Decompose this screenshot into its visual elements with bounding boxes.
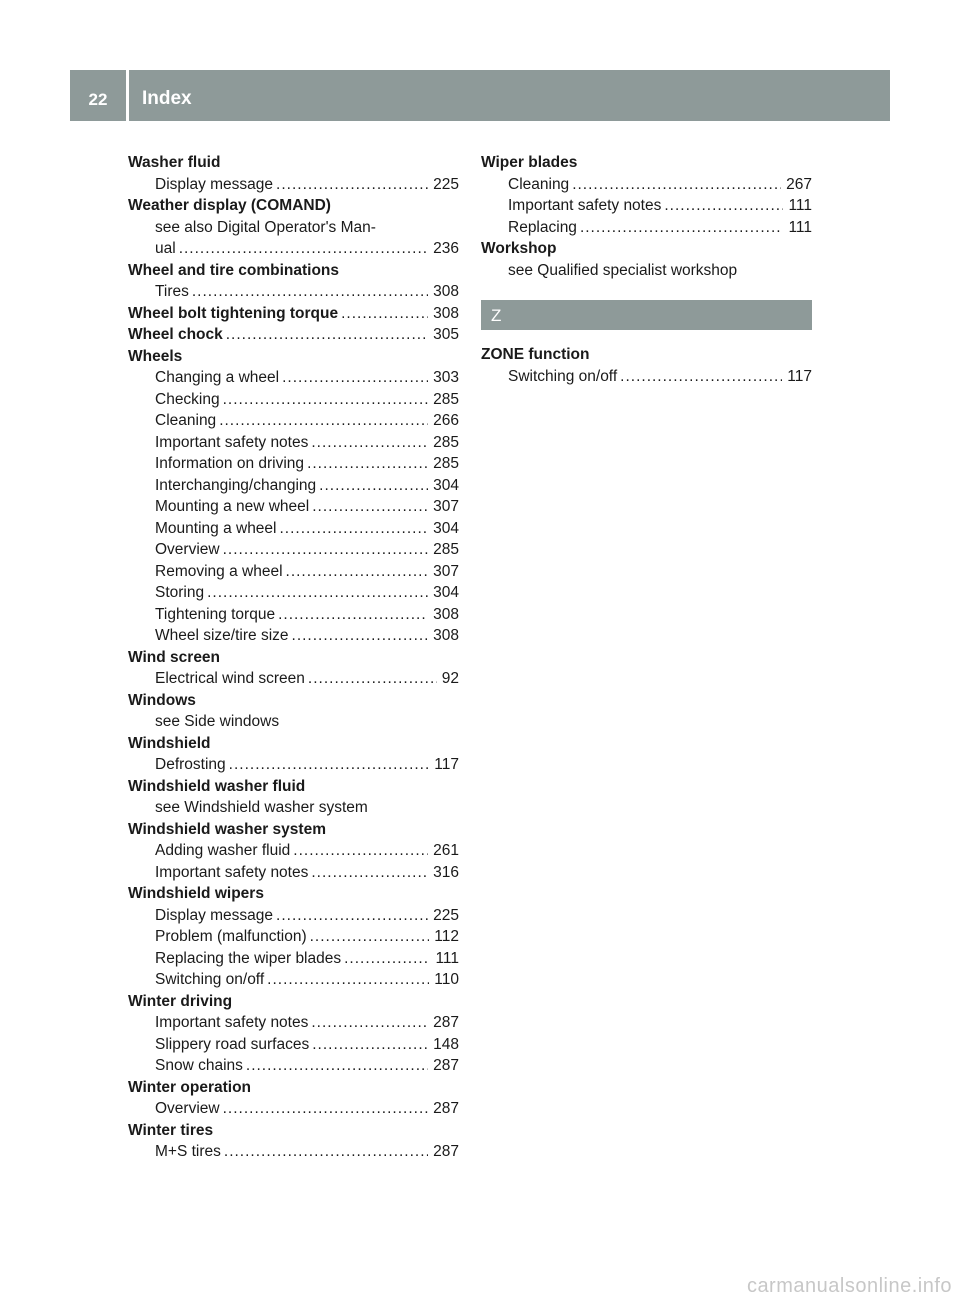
page-ref: 266 bbox=[433, 412, 459, 429]
page-ref: 112 bbox=[434, 928, 459, 945]
page-ref: 308 bbox=[433, 304, 459, 322]
page-ref: 117 bbox=[787, 367, 812, 385]
page-ref: 307 bbox=[433, 562, 459, 580]
subentry-label: Switching on/off bbox=[508, 367, 618, 385]
dot-leader bbox=[312, 496, 428, 518]
subentry-label: M+S tires bbox=[155, 1143, 221, 1160]
index-subentry bbox=[128, 905, 459, 927]
index-subentry bbox=[128, 862, 459, 884]
page-ref: 308 bbox=[433, 605, 459, 623]
dot-leader bbox=[219, 410, 428, 432]
dot-leader bbox=[223, 1098, 429, 1120]
index-entry bbox=[128, 1120, 459, 1163]
index-heading-row bbox=[128, 303, 459, 325]
dot-leader bbox=[276, 905, 428, 927]
index-column-right bbox=[481, 152, 812, 387]
subentry-label: Overview bbox=[155, 541, 220, 558]
index-heading: Workshop bbox=[481, 240, 557, 257]
page-ref: 287 bbox=[433, 1143, 459, 1160]
index-entry bbox=[128, 733, 459, 776]
page-ref: 287 bbox=[433, 1014, 459, 1031]
dot-leader bbox=[179, 238, 428, 260]
subentry-label: Switching on/off bbox=[155, 971, 265, 988]
index-subentry bbox=[128, 926, 459, 948]
dot-leader bbox=[344, 948, 430, 970]
page-ref: 304 bbox=[433, 519, 459, 537]
page-ref: 225 bbox=[433, 175, 459, 193]
index-entry bbox=[481, 344, 812, 387]
subentry-label: Replacing bbox=[508, 218, 577, 236]
page-ref: 287 bbox=[433, 1100, 459, 1117]
subentry-label: Wheel size/tire size bbox=[155, 627, 289, 644]
dot-leader bbox=[292, 625, 429, 647]
page-ref: 287 bbox=[433, 1057, 459, 1074]
index-entry bbox=[481, 238, 812, 281]
index-heading: Windows bbox=[128, 691, 196, 709]
page-ref: 285 bbox=[433, 455, 459, 472]
index-subentry bbox=[128, 668, 459, 690]
index-entry bbox=[128, 346, 459, 647]
dot-leader bbox=[224, 1141, 428, 1163]
index-subentry bbox=[128, 1141, 459, 1163]
index-heading: Winter operation bbox=[128, 1078, 252, 1096]
page-ref: 267 bbox=[786, 175, 812, 193]
index-subentry bbox=[128, 840, 459, 862]
dot-leader bbox=[307, 453, 428, 475]
index-subentry bbox=[128, 948, 459, 970]
dot-leader bbox=[664, 195, 783, 217]
index-entry bbox=[128, 819, 459, 884]
index-subentry bbox=[128, 969, 459, 991]
dot-leader bbox=[319, 475, 428, 497]
page-ref: 148 bbox=[433, 1035, 459, 1053]
dot-leader bbox=[280, 518, 429, 540]
page-ref: 110 bbox=[434, 971, 459, 988]
index-subentry bbox=[128, 539, 459, 561]
subentry-label: Replacing the wiper blades bbox=[155, 949, 342, 967]
watermark: carmanualsonline.info bbox=[746, 1275, 952, 1297]
index-group-after-letter bbox=[481, 344, 812, 387]
dot-leader bbox=[223, 389, 429, 411]
index-entry bbox=[128, 776, 459, 819]
subentry-label: ual bbox=[155, 240, 176, 257]
page-ref: 304 bbox=[433, 476, 459, 494]
index-heading: Washer fluid bbox=[128, 154, 221, 171]
index-subentry bbox=[128, 453, 459, 475]
page-ref: 236 bbox=[433, 240, 459, 257]
index-entry bbox=[128, 1077, 459, 1120]
index-subentry bbox=[128, 389, 459, 411]
index-subentry bbox=[128, 518, 459, 540]
index-subentry bbox=[128, 432, 459, 454]
page-ref: 261 bbox=[433, 842, 459, 859]
index-heading: Wheels bbox=[128, 347, 183, 365]
page-ref: 111 bbox=[435, 949, 459, 967]
index-subentry bbox=[128, 754, 459, 776]
subentry-label: Display message bbox=[155, 175, 274, 193]
page-ref: 92 bbox=[441, 670, 459, 687]
index-subentry bbox=[481, 217, 812, 239]
subentry-label: Storing bbox=[155, 584, 205, 601]
page-ref: 305 bbox=[433, 326, 459, 343]
subentry-label: Snow chains bbox=[155, 1057, 243, 1074]
page-ref: 285 bbox=[433, 541, 459, 558]
dot-leader bbox=[276, 174, 428, 196]
index-heading: Windshield washer system bbox=[128, 820, 326, 838]
subentry-label: Cleaning bbox=[155, 412, 217, 429]
subentry-label: Interchanging/changing bbox=[155, 476, 317, 494]
cross-reference: see Qualified specialist workshop bbox=[508, 261, 738, 279]
page-ref: 308 bbox=[433, 627, 459, 644]
dot-leader bbox=[311, 432, 428, 454]
index-subentry bbox=[481, 174, 812, 196]
subentry-label: Cleaning bbox=[508, 175, 570, 193]
cross-reference: see Windshield washer system bbox=[155, 799, 368, 816]
index-entry bbox=[128, 260, 459, 303]
index-subentry bbox=[128, 174, 459, 196]
subentry-label: Adding washer fluid bbox=[155, 842, 291, 859]
index-heading: Wheel bolt tightening torque bbox=[128, 304, 339, 322]
dot-leader bbox=[312, 1034, 428, 1056]
subentry-label: Important safety notes bbox=[155, 1014, 309, 1031]
subentry-label: Mounting a new wheel bbox=[155, 498, 310, 515]
page-ref: 111 bbox=[788, 218, 812, 236]
index-subentry bbox=[128, 475, 459, 497]
index-heading: Windshield bbox=[128, 734, 211, 752]
subentry-label: Slippery road surfaces bbox=[155, 1035, 310, 1053]
page-ref: 285 bbox=[433, 433, 459, 451]
dot-leader bbox=[310, 926, 430, 948]
subentry-label: Problem (malfunction) bbox=[155, 928, 307, 945]
index-entry bbox=[128, 303, 459, 325]
page-ref: 304 bbox=[433, 584, 459, 601]
dot-leader bbox=[286, 561, 429, 583]
subentry-label: Defrosting bbox=[155, 756, 226, 773]
subentry-label: Important safety notes bbox=[155, 433, 309, 451]
index-subentry bbox=[128, 625, 459, 647]
header-divider bbox=[126, 70, 129, 121]
index-heading: Weather display (COMAND) bbox=[128, 197, 331, 214]
index-subentry bbox=[128, 1055, 459, 1077]
index-heading: Winter driving bbox=[128, 992, 233, 1010]
dot-leader bbox=[207, 582, 428, 604]
index-heading: Wind screen bbox=[128, 648, 221, 666]
page-ref: 117 bbox=[434, 756, 459, 773]
dot-leader bbox=[229, 754, 430, 776]
index-heading: Wheel and tire combinations bbox=[128, 261, 339, 279]
index-subentry bbox=[128, 410, 459, 432]
subentry-label: Changing a wheel bbox=[155, 369, 280, 386]
index-subentry bbox=[128, 561, 459, 583]
section-title: Index bbox=[142, 88, 192, 109]
index-entry bbox=[128, 991, 459, 1077]
index-entry bbox=[128, 152, 459, 195]
index-subentry bbox=[128, 367, 459, 389]
index-entry bbox=[128, 690, 459, 733]
subentry-label: Mounting a wheel bbox=[155, 519, 277, 537]
page-ref: 285 bbox=[433, 390, 459, 408]
dot-leader bbox=[278, 604, 428, 626]
index-subentry bbox=[128, 496, 459, 518]
dot-leader bbox=[223, 539, 429, 561]
dot-leader bbox=[341, 303, 428, 325]
dot-leader bbox=[308, 668, 437, 690]
index-entry bbox=[128, 883, 459, 991]
dot-leader bbox=[267, 969, 429, 991]
index-subentry bbox=[128, 1098, 459, 1120]
index-entry bbox=[128, 324, 459, 346]
index-subentry bbox=[128, 582, 459, 604]
page-ref: 303 bbox=[433, 369, 459, 386]
subentry-label: Electrical wind screen bbox=[155, 670, 305, 687]
index-column-left bbox=[128, 152, 459, 1163]
dot-leader bbox=[572, 174, 781, 196]
index-subentry bbox=[128, 604, 459, 626]
dot-leader bbox=[311, 862, 428, 884]
page-ref: 225 bbox=[433, 906, 459, 924]
dot-leader bbox=[293, 840, 428, 862]
index-subentry bbox=[128, 1034, 459, 1056]
cross-reference: see also Digital Operator's Man- bbox=[155, 218, 376, 236]
page-ref: 111 bbox=[788, 197, 812, 214]
page-ref: 316 bbox=[433, 863, 459, 881]
subentry-label: Overview bbox=[155, 1100, 220, 1117]
index-heading: Windshield wipers bbox=[128, 885, 264, 902]
index-heading: Wiper blades bbox=[481, 154, 578, 171]
index-heading: Winter tires bbox=[128, 1121, 214, 1139]
dot-leader bbox=[620, 366, 782, 388]
dot-leader bbox=[580, 217, 784, 239]
index-heading-row bbox=[128, 324, 459, 346]
page-number: 22 bbox=[88, 90, 108, 109]
page-ref: 307 bbox=[433, 498, 459, 515]
subentry-label: Tires bbox=[155, 283, 189, 300]
index-subentry bbox=[481, 366, 812, 388]
page-header bbox=[70, 70, 890, 121]
page-ref: 308 bbox=[433, 283, 459, 300]
index-heading: Windshield washer fluid bbox=[128, 777, 306, 795]
subentry-label: Display message bbox=[155, 906, 274, 924]
index-entry bbox=[128, 195, 459, 260]
subentry-label: Checking bbox=[155, 390, 220, 408]
index-subentry bbox=[128, 238, 459, 260]
index-subentry bbox=[128, 281, 459, 303]
dot-leader bbox=[226, 324, 428, 346]
index-subentry bbox=[481, 195, 812, 217]
index-entry bbox=[481, 152, 812, 238]
index-subentry bbox=[128, 1012, 459, 1034]
dot-leader bbox=[246, 1055, 428, 1077]
index-entry bbox=[128, 647, 459, 690]
subentry-label: Important safety notes bbox=[508, 197, 662, 214]
dot-leader bbox=[282, 367, 428, 389]
index-heading: Wheel chock bbox=[128, 326, 223, 343]
cross-reference: see Side windows bbox=[155, 713, 280, 730]
index-group-before-letter bbox=[481, 152, 812, 281]
subentry-label: Tightening torque bbox=[155, 605, 276, 623]
dot-leader bbox=[192, 281, 428, 303]
letter-heading: Z bbox=[481, 300, 812, 330]
subentry-label: Important safety notes bbox=[155, 863, 309, 881]
subentry-label: Removing a wheel bbox=[155, 562, 283, 580]
dot-leader bbox=[311, 1012, 428, 1034]
index-heading: ZONE function bbox=[481, 346, 590, 363]
subentry-label: Information on driving bbox=[155, 455, 305, 472]
